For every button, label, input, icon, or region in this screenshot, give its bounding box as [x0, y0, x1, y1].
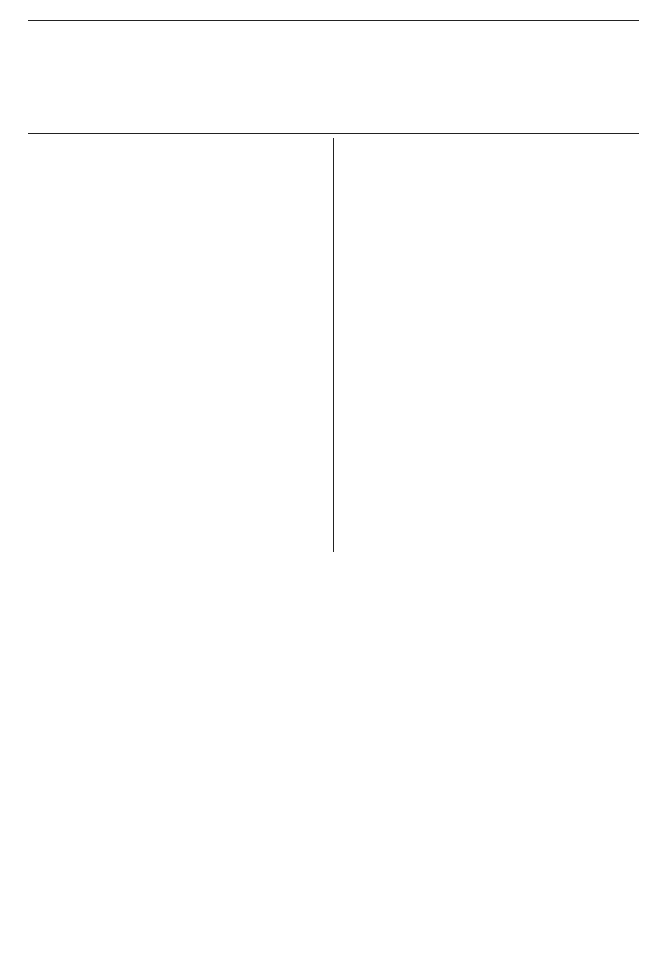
list-item: [344, 174, 640, 188]
list-item: [344, 398, 640, 412]
prizes-heading: [344, 256, 640, 270]
spacer: [344, 356, 640, 362]
list-item: [344, 286, 640, 300]
publication-section: [344, 368, 640, 412]
list-item: [344, 342, 640, 356]
list-item: [28, 174, 323, 188]
list-item: [28, 356, 323, 370]
objectives-heading: [28, 144, 323, 158]
list-item: [344, 230, 640, 244]
list-item: [28, 426, 323, 440]
timeline-section: [344, 144, 640, 244]
list-item: [344, 328, 640, 342]
intro-paragraph: [28, 71, 639, 99]
criteria-section: [28, 410, 323, 510]
submission-heading: [344, 424, 640, 438]
list-item: [28, 454, 323, 468]
list-item: [28, 188, 323, 202]
list-item: [28, 384, 323, 398]
work-heading: [28, 270, 323, 284]
page-footer: [599, 936, 639, 950]
left-column: [28, 138, 334, 552]
list-item: [344, 314, 640, 328]
work-section: [28, 270, 323, 398]
submitter-section: [28, 228, 323, 258]
list-item: [28, 468, 323, 482]
list-item: [28, 160, 323, 174]
list-item: [344, 496, 640, 510]
list-item: [344, 440, 640, 454]
criteria-heading: [28, 410, 323, 424]
list-item: [344, 188, 640, 202]
spacer: [28, 258, 323, 264]
list-item: [28, 244, 323, 258]
list-item: [28, 370, 323, 384]
list-item: [344, 300, 640, 314]
list-item: [344, 524, 640, 538]
list-item: [28, 328, 323, 342]
submitter-heading: [28, 228, 323, 242]
header-divider: [28, 20, 639, 21]
list-item: [28, 440, 323, 454]
right-column: [334, 138, 640, 552]
list-item: [344, 160, 640, 174]
submission-section: [344, 424, 640, 552]
list-item: [344, 482, 640, 496]
list-item: [28, 300, 323, 314]
list-item: [344, 538, 640, 552]
list-item: [28, 314, 323, 328]
list-item: [28, 342, 323, 356]
list-item: [344, 272, 640, 286]
spacer: [28, 398, 323, 404]
list-item: [344, 384, 640, 398]
intro-heading: [28, 27, 639, 41]
timeline-heading: [344, 144, 640, 158]
list-item: [28, 482, 323, 496]
list-item: [344, 454, 640, 468]
publication-heading: [344, 368, 640, 382]
intro-paragraph: [28, 43, 639, 71]
list-item: [28, 496, 323, 510]
spacer: [344, 412, 640, 418]
list-item: [28, 202, 323, 216]
list-item: [344, 216, 640, 230]
objectives-section: [28, 144, 323, 216]
list-item: [344, 468, 640, 482]
spacer: [344, 244, 640, 250]
list-item: [344, 510, 640, 524]
list-item: [28, 286, 323, 300]
two-column-body: [28, 133, 639, 552]
intro-section: [28, 27, 639, 127]
intro-paragraph: [28, 99, 639, 127]
list-item: [344, 202, 640, 216]
spacer: [28, 216, 323, 222]
prizes-section: [344, 256, 640, 356]
